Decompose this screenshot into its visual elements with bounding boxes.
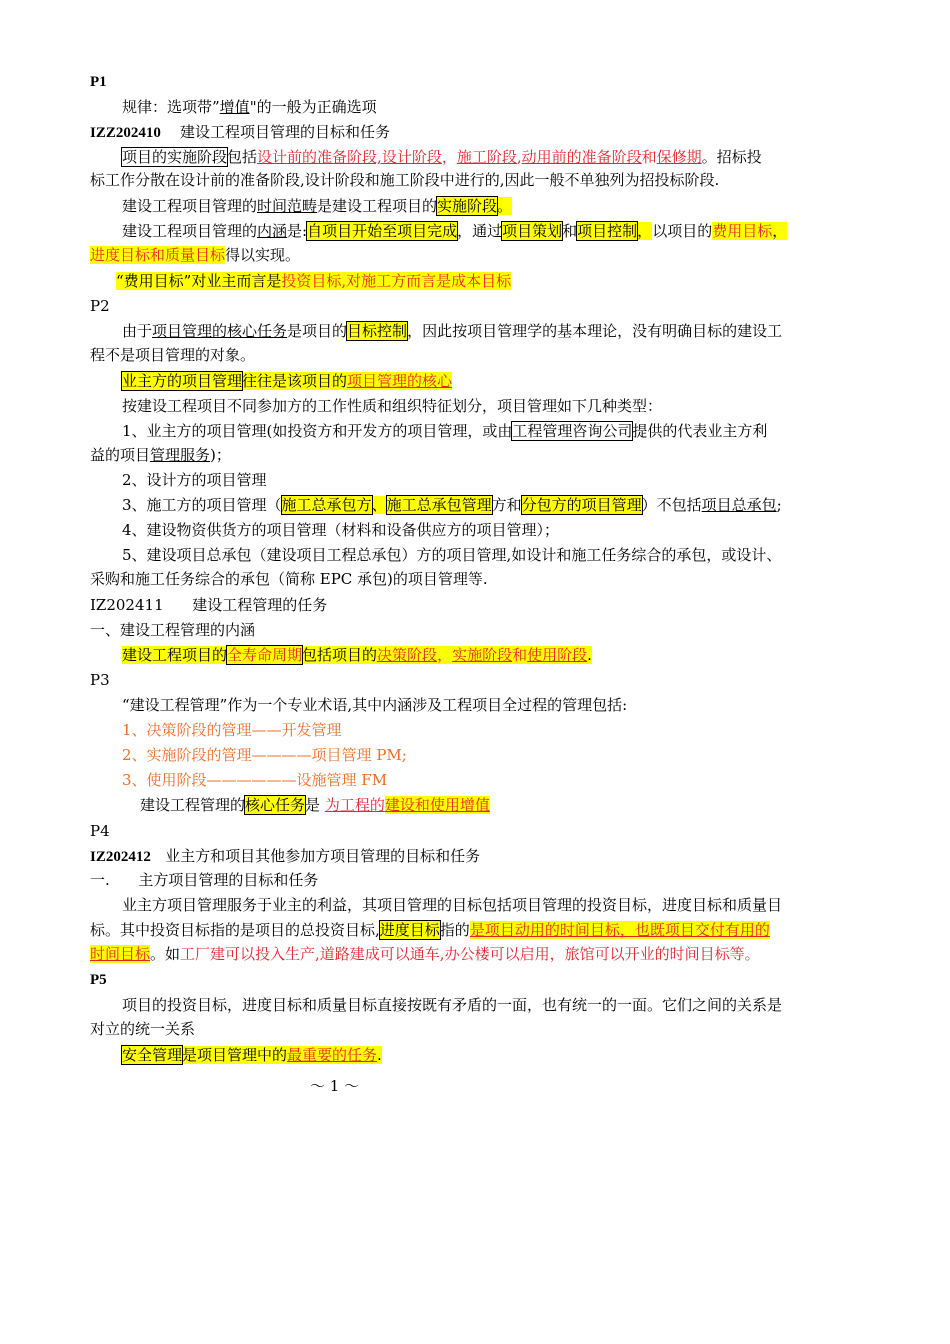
text: 提供的代表业主方利 xyxy=(632,422,768,440)
paragraph-line xyxy=(122,320,782,342)
highlight-text: 包括项目的 xyxy=(302,646,378,664)
highlight-text: 是项目管理中的 xyxy=(182,1046,288,1064)
highlight-red: 最重要的任务 xyxy=(287,1046,378,1064)
text: ， xyxy=(441,148,457,166)
text: 建设工程管理的 xyxy=(140,796,246,814)
paragraph-line: “建设工程管理”作为一个专业术语,其中内涵涉及工程项目全过程的管理包括: xyxy=(122,696,628,714)
red-term: 设计前的准备阶段, xyxy=(257,148,382,166)
red-term: 施工阶段 xyxy=(456,148,517,166)
paragraph-line: 对立的统一关系 xyxy=(90,1020,196,1038)
text: 是项目的 xyxy=(287,322,348,340)
list-item: 2、设计方的项目管理 xyxy=(122,471,267,489)
text-underlined: 内涵 xyxy=(257,222,288,240)
highlight-term: 目标控制 xyxy=(347,322,408,340)
orange-text: 3、使用阶段——————设施管理 FM xyxy=(122,771,388,789)
paragraph-line: 项目的投资目标，进度目标和质量目标直接按既有矛盾的一面，也有统一的一面。它们之间的关系是 xyxy=(122,996,783,1014)
highlight-red: 使用阶段 xyxy=(527,646,588,664)
highlight-term: 施工总承包管理 xyxy=(386,496,492,514)
text: 一. xyxy=(90,871,110,889)
highlight-term: 安全管理 xyxy=(122,1046,183,1064)
highlight-red: 时间目标 xyxy=(90,945,151,963)
paragraph-line xyxy=(140,794,490,816)
red-term: 动用前的准备阶段 xyxy=(521,148,642,166)
section-iz202412 xyxy=(90,845,480,867)
highlight-text: 往往是该项目的 xyxy=(242,372,348,390)
heading-p5: P5 xyxy=(90,972,107,988)
orange-text: 1、决策阶段的管理——开发管理 xyxy=(122,721,342,739)
list-item: 采购和施工任务综合的承包（简称 EPC 承包)的项目管理等. xyxy=(90,570,488,588)
paragraph-line xyxy=(122,146,762,168)
list-item-orange xyxy=(122,719,342,741)
highlight-term: 核心任务 xyxy=(245,796,306,814)
boxed-term: 工程管理咨询公司 xyxy=(512,422,633,440)
text: )； xyxy=(210,446,231,464)
text: 和 xyxy=(641,148,657,166)
highlight-term: 业主方的项目管理 xyxy=(122,372,243,390)
highlight-red: 项目管理的核心 xyxy=(347,372,453,390)
section-izz202410 xyxy=(90,121,390,143)
list-item-orange xyxy=(122,769,387,791)
paragraph-line: 业主方项目管理服务于业主的利益，其项目管理的目标包括项目管理的投资目标，进度目标和质量目 xyxy=(122,896,783,914)
paragraph-line xyxy=(122,644,592,666)
text: 和 xyxy=(562,222,578,240)
paragraph-line xyxy=(90,244,300,266)
text: ， xyxy=(637,222,653,240)
section-title: 业主方和项目其他参加方项目管理的目标和任务 xyxy=(165,847,481,865)
highlight-red: 费用目标 xyxy=(712,222,773,240)
highlight-term: 项目策划 xyxy=(502,222,563,240)
text: . xyxy=(377,1046,382,1064)
text: 。招标投 xyxy=(701,148,762,166)
text: 是: xyxy=(287,222,308,240)
text: ， xyxy=(437,646,453,664)
subheading xyxy=(90,869,318,891)
red-term: 为工程的 xyxy=(324,796,385,814)
highlight-red: 是项目动用的时间目标，也既项目交付有用的 xyxy=(469,921,770,939)
text: 是建设工程项目的 xyxy=(317,197,438,215)
highlight-red: 全寿命周期 xyxy=(227,646,303,664)
text: 主方项目管理的目标和任务 xyxy=(138,871,319,889)
paragraph-line xyxy=(122,370,452,392)
boxed-term: 项目的实施阶段 xyxy=(122,148,228,166)
list-item xyxy=(122,420,767,442)
rule-line xyxy=(122,96,377,118)
list-item: 4、建设物资供货方的项目管理（材料和设备供应方的项目管理）； xyxy=(122,521,560,539)
text: ; xyxy=(776,496,782,514)
heading-p4: P4 xyxy=(90,822,110,840)
heading-p1: P1 xyxy=(90,74,107,90)
list-item-orange xyxy=(122,744,407,766)
text: 建设工程项目管理的 xyxy=(122,222,258,240)
text: ， xyxy=(772,222,788,240)
highlight-term: 项目控制 xyxy=(577,222,638,240)
text: 建设工程项目管理的 xyxy=(122,197,258,215)
highlight-red: 决策阶段 xyxy=(377,646,438,664)
text: 由于 xyxy=(122,322,153,340)
list-item xyxy=(90,444,231,466)
subheading: 一、建设工程管理的内涵 xyxy=(90,621,256,639)
text: ，通过 xyxy=(457,222,503,240)
paragraph-line xyxy=(122,195,512,217)
text: . xyxy=(587,646,592,664)
text: "的一般为正确选项 xyxy=(249,98,377,116)
paragraph-line xyxy=(122,1044,382,1066)
heading-p2: P2 xyxy=(90,297,110,315)
section-title: 建设工程项目管理的目标和任务 xyxy=(179,123,390,141)
section-code: IZ202411 xyxy=(90,596,164,614)
highlight-text: “费用目标”对业主而言是 xyxy=(116,272,282,290)
text-underlined: 项目管理的核心任务 xyxy=(152,322,288,340)
text: 是 xyxy=(305,796,325,814)
paragraph-line xyxy=(116,270,511,292)
section-code: IZ202412 xyxy=(90,849,151,865)
highlight-red: 投资目标,对施工方而言是成本目标 xyxy=(281,272,512,290)
red-term: 设计阶段 xyxy=(381,148,442,166)
text-underlined: 项目总承包 xyxy=(701,496,777,514)
text: 方和 xyxy=(491,496,522,514)
list-item: 5、建设项目总承包（建设项目工程总承包）方的项目管理,如设计和施工任务综合的承包，或设计、 xyxy=(122,546,782,564)
paragraph-line xyxy=(90,919,770,941)
text: 指的 xyxy=(439,921,470,939)
red-text: 工厂建可以投入生产,道路建成可以通车,办公楼可以启用，旅馆可以开业的时间目标等。 xyxy=(180,945,760,963)
text: 和 xyxy=(512,646,528,664)
text: 以项目的 xyxy=(652,222,713,240)
text: 、 xyxy=(371,496,387,514)
text: 规律：选项带” xyxy=(122,98,220,116)
text-underlined: 管理服务 xyxy=(150,446,211,464)
text: ）不包括 xyxy=(641,496,702,514)
text: 得以实现。 xyxy=(225,246,301,264)
text-underlined: 时间范畴 xyxy=(257,197,318,215)
text: 益的项目 xyxy=(90,446,151,464)
paragraph-line: 按建设工程项目不同参加方的工作性质和组织特征划分，项目管理如下几种类型： xyxy=(122,397,663,415)
highlight-term: 施工总承包方 xyxy=(281,496,372,514)
text: 。 xyxy=(497,197,513,215)
heading-p3: P3 xyxy=(90,671,110,689)
highlight-red: 建设和使用增值 xyxy=(384,796,490,814)
page-number: ～ 1 ～ xyxy=(310,1077,360,1095)
highlight-term: 进度目标 xyxy=(379,921,440,939)
paragraph-line xyxy=(122,220,787,242)
text: ，因此按项目管理学的基本理论，没有明确目标的建设工 xyxy=(407,322,783,340)
list-item xyxy=(122,494,782,516)
text: 包括 xyxy=(227,148,258,166)
text-underlined: 增值 xyxy=(219,98,250,116)
text: 1、业主方的项目管理(如投资方和开发方的项目管理，或由 xyxy=(122,422,513,440)
section-code: IZZ202410 xyxy=(90,125,161,141)
text: , xyxy=(516,148,522,166)
highlight-red: 实施阶段 xyxy=(452,646,513,664)
text: 标。其中投资目标指的是项目的总投资目标, xyxy=(90,921,380,939)
highlight-term: 自项目开始至项目完成 xyxy=(307,222,458,240)
paragraph-line: 标工作分散在设计前的准备阶段,设计阶段和施工阶段中进行的,因此一般不单独列为招投标阶段. xyxy=(90,171,720,189)
section-iz202411 xyxy=(90,594,327,616)
paragraph-line xyxy=(90,943,760,965)
highlight-term: 分包方的项目管理 xyxy=(521,496,642,514)
orange-text: 2、实施阶段的管理————项目管理 PM; xyxy=(122,746,407,764)
highlight-term: 实施阶段 xyxy=(437,197,498,215)
text: 3、施工方的项目管理（ xyxy=(122,496,282,514)
highlight-text: 建设工程项目的 xyxy=(122,646,228,664)
highlight-red: 进度目标和质量目标 xyxy=(90,246,226,264)
paragraph-line: 程不是项目管理的对象。 xyxy=(90,346,256,364)
text: 。如 xyxy=(150,945,181,963)
section-title: 建设工程管理的任务 xyxy=(192,596,328,614)
red-term: 保修期 xyxy=(656,148,702,166)
